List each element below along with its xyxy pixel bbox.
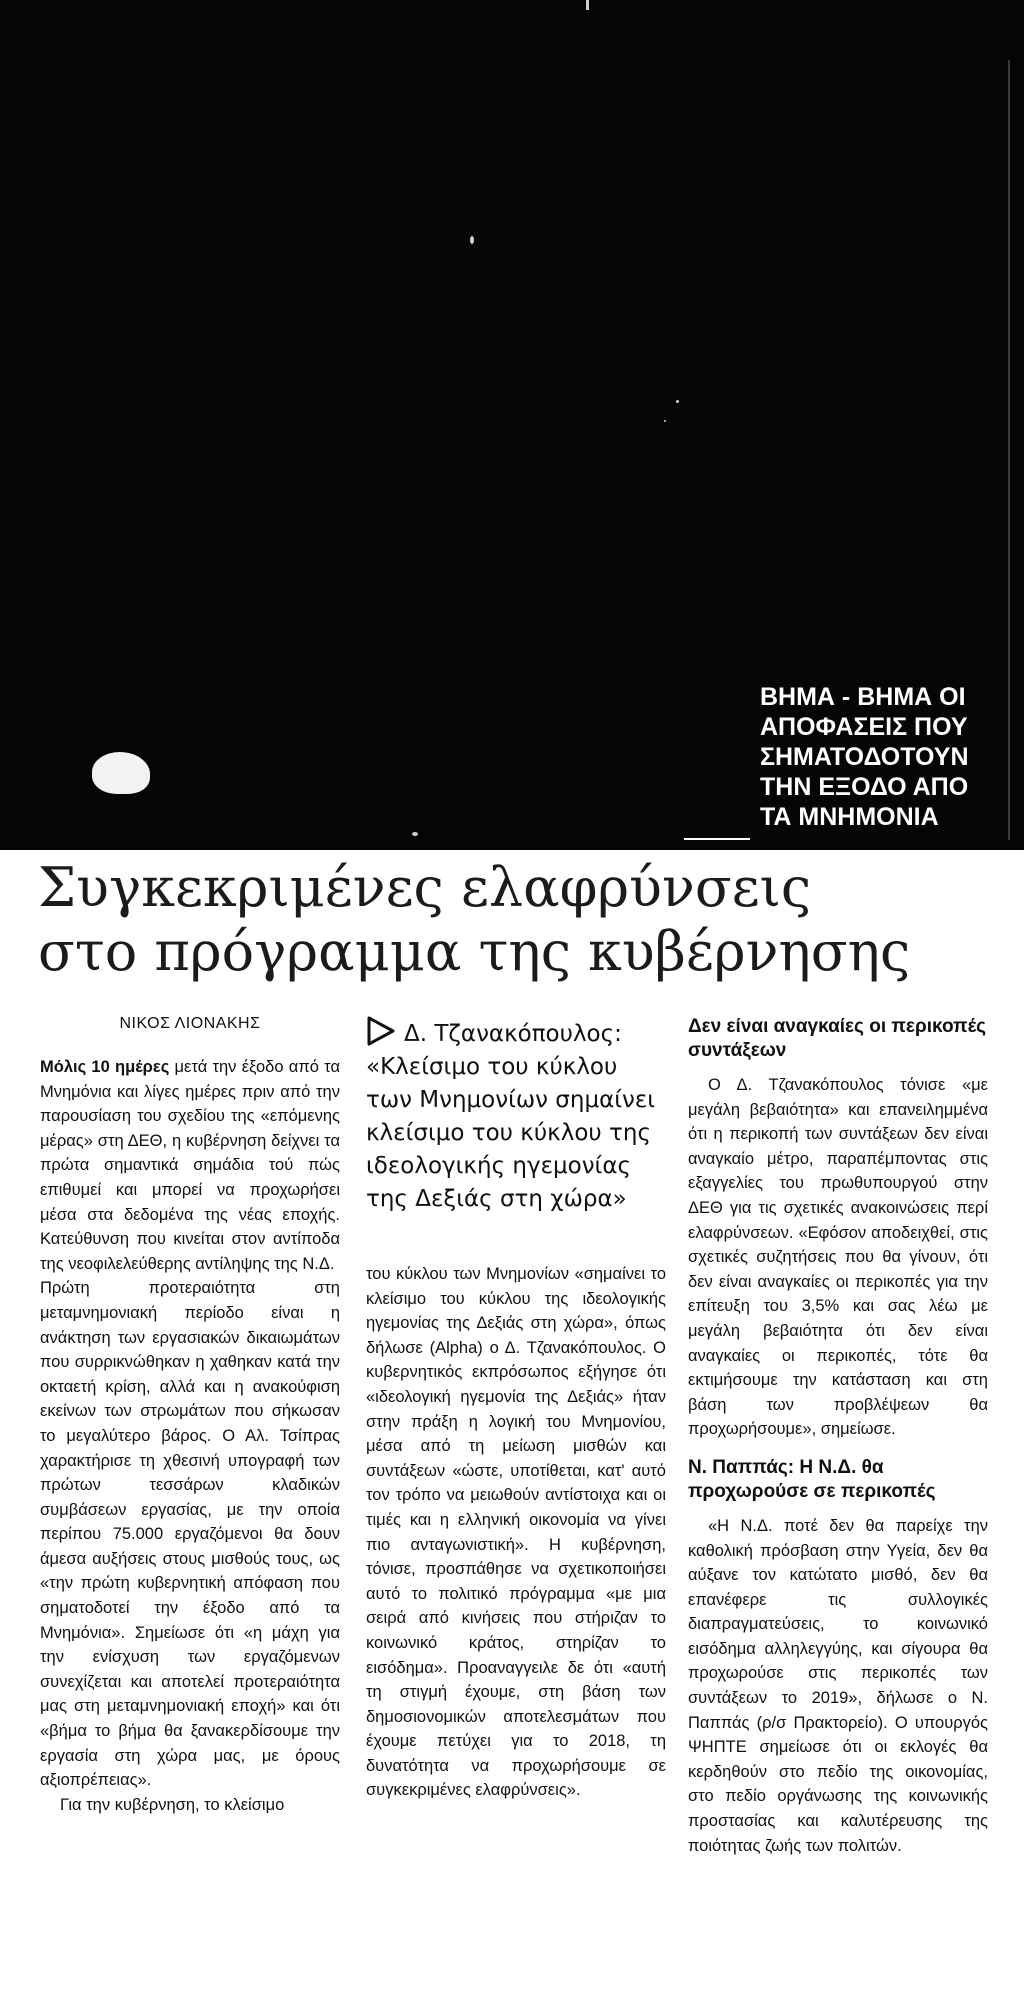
headline-line: στο πρόγραμμα της κυβέρνησης bbox=[38, 920, 911, 983]
body-paragraph: Πρώτη προτεραιότητα στη μεταμνημονιακή περίοδο είναι η ανάκτηση των εργασιακών δικαιωμάτων που συρρικνώθηκαν η χαθηκαν κατά την οκταετή κρίση, αλλά και η ανακούφιση εκείνων των στρωμάτων που σήκωσαν το μεγαλύτερο βάρος. Ο Αλ. Τσίπρας χαρακτήρισε τη χθεσινή υπογραφή των πρώτων τεσσάρων κλαδικών συμβάσεων εργασίας, με την οποία περίπου 75.000 εργαζόμενοι θα δουν άμεσα αυξήσεις στους μισθούς τους, ως «την πρώτη κυβερνητική απόφαση που σηματοδοτεί την έξοδο από τα Μνημόνια». Σημείωσε ότι «η μάχη για την ενίσχυση των εργαζόμενων συνεχίζεται και αποτελεί προτεραιότητα μας στη μεταμνημονιακή εποχή» και ότι «βήμα το βήμα θα ξανακερδίσουμε την εργασία στη χώρα μας, με όρους αξιοπρέπειας». bbox=[40, 1279, 340, 1790]
photo-highlight bbox=[470, 236, 474, 244]
paragraph-text: μετά την έξοδο από τα Μνημόνια και λίγες ημέρες πριν από την παρουσίαση του σχεδίου της «επόμενης μέρας» στη ΔΕΘ, η κυβέρνηση δείχνει τα πρώτα σημαντικά σημάδια τού πώς επιθυμεί και μπορεί να προχωρήσει μέσα στα δεδομένα της νέας εποχής. Κατεύθυνση που κινείται στον αντίποδα της νεοφιλελεύθερης αντίληψης της Ν.Δ. bbox=[40, 1058, 340, 1273]
lead-in: Μόλις 10 ημέρες bbox=[40, 1058, 170, 1076]
banner-line: ΣΗΜΑΤΟΔΟΤΟΥΝ bbox=[760, 743, 969, 771]
headline-line: Συγκεκριμένες ελαφρύνσεις bbox=[38, 856, 812, 919]
photo-highlight bbox=[676, 400, 679, 403]
author-byline: ΝΙΚΟΣ ΛΙΟΝΑΚΗΣ bbox=[119, 1015, 261, 1032]
subheading: Δεν είναι αναγκαίες οι περικοπές συντάξεων bbox=[688, 1016, 987, 1061]
body-paragraph: του κύκλου των Μνημονίων «σημαίνει το κλείσιμο του κύκλου της ιδεολογικής ηγεμονίας της Δεξιάς στη χώρα», όπως δήλωσε (Alpha) ο Δ. Τζανακόπουλος. Ο κυβερνητικός εκπρόσωπος εξήγησε ότι «ιδεολογική ηγεμονία της Δεξιάς» ήταν στην πράξη η λογική του Μνημονίου, μέσα από τη μείωση μισθών και συντάξεων «ώστε, υποτίθεται, κατ' αυτό τον τρόπο να μειωθούν αντίστοιχα και οι τιμές και η ελληνική οικονομία να γίνει πιο ανταγωνιστική». Η κυβέρνηση, τόνισε, προσπάθησε να σχετικοποιήσει αυτό το πολιτικό πρόγραμμα «με μια σειρά από κινήσεις που στήριζαν το κοινωνικό κράτος, στηρίζαν το εισόδημα». Προαναγγειλε δε ότι «αυτή τη στιγμή έχουμε, στη βάση των δημοσιονομικών αποτελεσμάτων που έχουμε πετύχει για το 2018, τη δυνατότητα να προχωρήσουμε σε συγκεκριμένες ελαφρύνσεις». bbox=[366, 1265, 666, 1800]
banner-line: ΤΗΝ ΕΞΟΔΟ ΑΠΟ bbox=[760, 773, 969, 801]
banner-line: ΒΗΜΑ - ΒΗΜΑ ΟΙ bbox=[760, 683, 966, 711]
subheading: Ν. Παππάς: Η Ν.Δ. θα προχωρούσε σε περικοπές bbox=[688, 1456, 936, 1502]
photo-highlight bbox=[586, 0, 589, 10]
pull-quote-text: Δ. Τζανακόπουλος: «Κλείσιμο του κύκλου των Μνημονίων σημαίνει κλείσιμο του κύκλου της ιδεολογικής ηγεμονίας της Δεξιάς στη χώρα» bbox=[366, 1021, 656, 1212]
banner-rule bbox=[684, 838, 750, 840]
column-3 bbox=[688, 1015, 988, 1858]
article-headline bbox=[38, 856, 998, 984]
banner-line: ΤΑ ΜΝΗΜΟΝΙΑ bbox=[760, 803, 939, 831]
column-1 bbox=[40, 1015, 340, 1817]
play-arrow-icon bbox=[366, 1015, 396, 1047]
banner-line: ΑΠΟΦΑΣΕΙΣ ΠΟΥ bbox=[760, 713, 968, 741]
photo-highlight bbox=[92, 752, 150, 794]
photo-highlight bbox=[412, 832, 418, 836]
pull-quote bbox=[366, 1015, 666, 1216]
column-2 bbox=[366, 1015, 666, 1803]
body-paragraph: Για την κυβέρνηση, το κλείσιμο bbox=[60, 1795, 285, 1814]
body-paragraph: Ο Δ. Τζανακόπουλος τόνισε «με μεγάλη βεβαιότητα» και επανειλημμένα ότι η περικοπή των συντάξεων δεν είναι αναγκαίο μέτρο, παραπέμποντας στις εξαγγελίες του πρωθυπουργού στην ΔΕΘ για τις σχετικές ανακοινώσεις περί ελαφρύνσεων. «Εφόσον αποδειχθεί, στις σχετικές συζητήσεις που θα γίνουν, ότι δεν είναι αναγκαίες οι περικοπές για την επίτευξη του 3,5% και σας λέω με μεγάλη βεβαιότητα ότι δεν είναι αναγκαίες οι περικοπές, τότε θα εκτιμήσουμε την κατάσταση και στη βάση των προβλέψεων θα προχωρήσουμε», σημείωσε. bbox=[688, 1076, 988, 1439]
photo-highlight bbox=[664, 420, 666, 422]
body-paragraph bbox=[40, 1055, 340, 1276]
section-banner bbox=[760, 682, 1010, 832]
body-paragraph: «Η Ν.Δ. ποτέ δεν θα παρείχε την καθολική πρόσβαση στην Υγεία, δεν θα αύξανε τον κατώτατο μισθό, δεν θα επανέφερε τις συλλογικές διαπραγματεύσεις, το κοινωνικό εισόδημα αλληλεγγύης, και σίγουρα θα προχωρούσε στις περικοπές των συντάξεων το 2019», δήλωσε ο Ν. Παππάς (ρ/σ Πρακτορείο). Ο υπουργός ΨΗΠΤΕ σημείωσε ότι οι εκλογές θα κερδηθούν στο πεδίο της οικονομίας, στο πεδίο οργάνωσης της κοινωνικής προστασίας και καλυτέρευσης της ποιότητας ζωής των πολιτών. bbox=[688, 1516, 988, 1855]
article-photo bbox=[0, 0, 1024, 850]
